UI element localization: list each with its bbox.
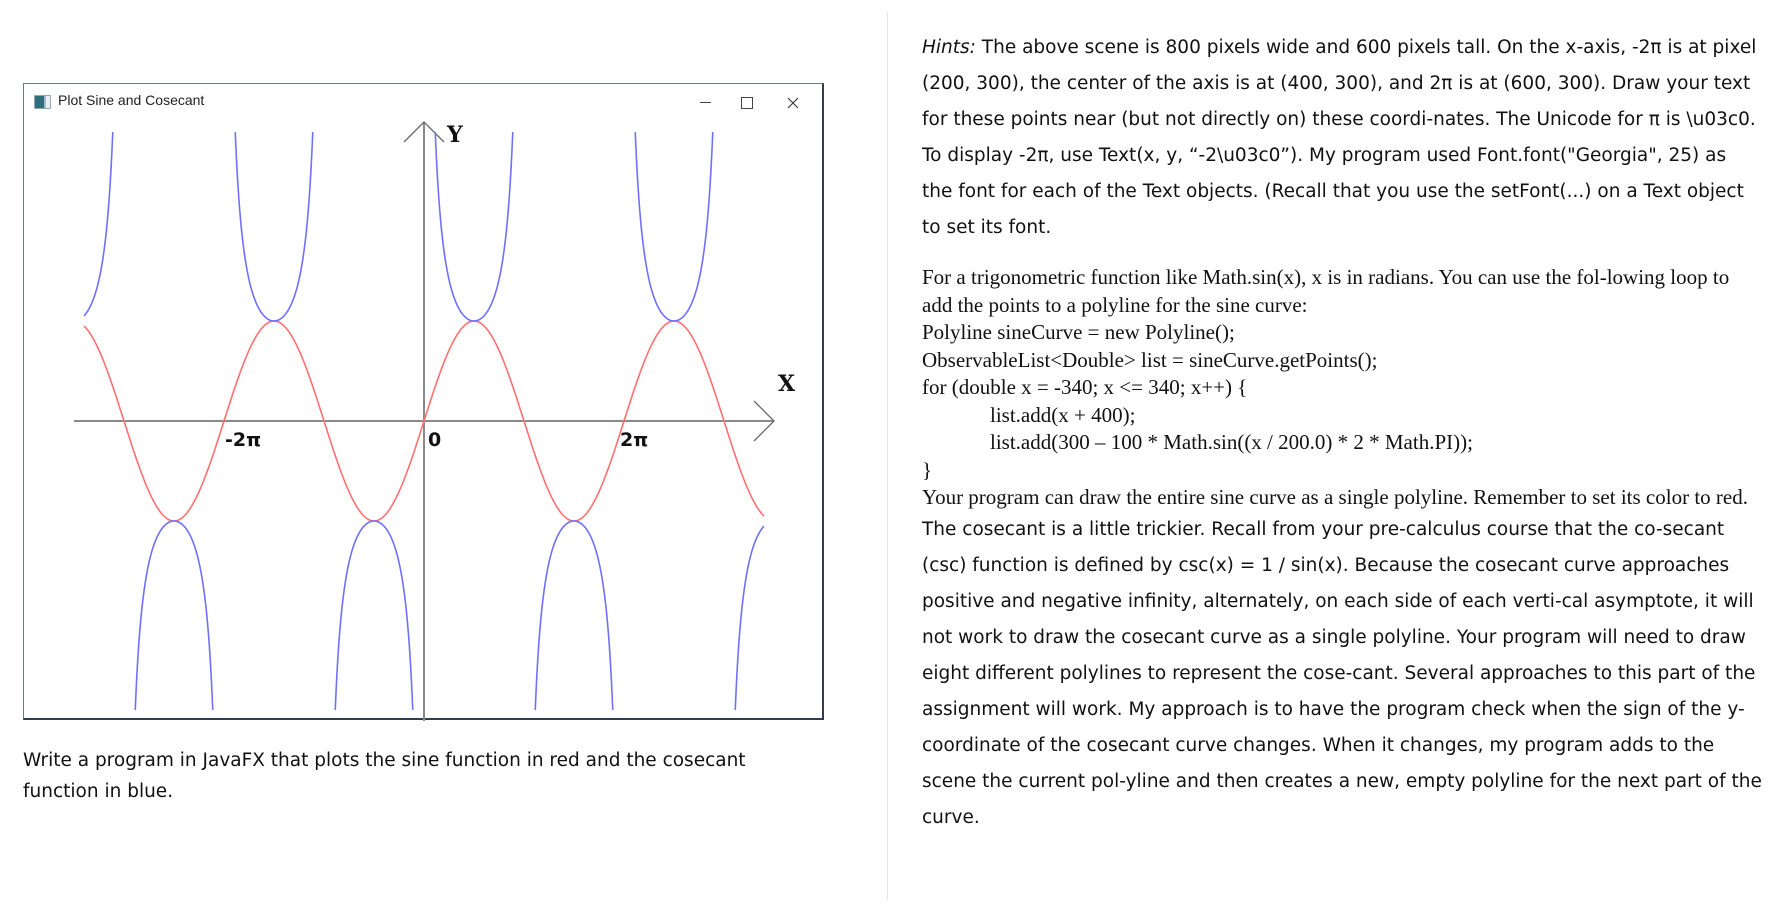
hints-label: Hints: [922, 37, 976, 58]
code-line-5: list.add(300 – 100 * Math.sin((x / 200.0) * 2 * Math.PI)); [990, 430, 1473, 454]
x-axis-label: X [778, 371, 796, 397]
hints-paragraph-1 [922, 30, 1762, 246]
hints-paragraph-2: For a trigonometric function like Math.sin(x), x is in radians. You can use the fol-lowing loop to add the points to a polyline for the sine curve: [922, 265, 1730, 317]
plot-canvas [24, 121, 824, 721]
hints-paragraph-3: Your program can draw the entire sine curve as a single polyline. Remember to set its color to red. [922, 485, 1748, 509]
hints-paragraph-4: The cosecant is a little trickier. Recall from your pre-calculus course that the co-secant (csc) function is defined by csc(x) = 1 / sin(x). Because the cosecant curve approaches positive and negative infinity, alternately, on each side of each verti-cal asymptote, it will not work to draw the cosecant curve as a single polyline. Your program will need to draw eight different polylines to represent the cose-cant. Several approaches to this part of the assignment will work. My approach is to have the program check when the sign of the y-coordinate of the cosecant curve changes. When it changes, my program adds to the scene the current pol-yline and then creates a new, empty polyline for the next part of the curve. [922, 518, 1762, 828]
app-icon [34, 95, 51, 109]
code-line-3: for (double x = -340; x <= 340; x++) { [922, 375, 1248, 399]
cosecant-curve-segment-0 [84, 132, 113, 316]
minimize-button[interactable] [682, 84, 728, 121]
cosecant-curve-segment-4 [435, 132, 513, 321]
title-bar[interactable] [24, 84, 822, 121]
code-line-1: Polyline sineCurve = new Polyline(); [922, 320, 1235, 344]
tick-label-zero: 0 [428, 429, 442, 451]
cosecant-curve-segment-2 [235, 132, 313, 321]
minimize-icon [700, 102, 711, 103]
code-line-4: list.add(x + 400); [990, 402, 1136, 427]
cosecant-curve-segment-5 [535, 521, 613, 710]
cosecant-curve-segment-1 [135, 521, 213, 710]
tick-label-two-pi: 2π [620, 429, 649, 451]
maximize-icon [741, 97, 753, 109]
maximize-button[interactable] [724, 84, 770, 121]
plot-scene [24, 121, 824, 721]
cosecant-curve-segment-7 [735, 526, 764, 710]
window-title: Plot Sine and Cosecant [58, 92, 205, 108]
code-line-6: } [922, 457, 933, 482]
hints-text-1: The above scene is 800 pixels wide and 600 pixels tall. On the x-axis, -2π is at pixel (200, 300), the center of the axis is at (400, 300), and 2π is at (600, 300). Draw your text for these points near (but not directly on) these coordi-nates. The Unicode for π is \u03c0. To display -2π, use Text(x, y, “-2\u03c0”). My program used Font.font("Georgia", 25) as the font for each of the Text objects. (Recall that you use the setFont(...) on a Text object to set its font. [922, 37, 1757, 238]
column-divider [887, 12, 888, 900]
tick-label-neg-two-pi: -2π [225, 429, 262, 451]
cosecant-curve-segment-6 [635, 132, 713, 321]
cosecant-curve-segment-3 [335, 521, 413, 710]
hints-panel [922, 30, 1762, 836]
close-button[interactable] [770, 84, 816, 121]
code-line-2: ObservableList<Double> list = sineCurve.getPoints(); [922, 347, 1378, 372]
assignment-caption: Write a program in JavaFX that plots the sine function in red and the cosecant function in blue. [23, 750, 746, 802]
y-axis-label: Y [447, 122, 463, 148]
close-icon [787, 97, 799, 109]
app-window [23, 83, 824, 720]
